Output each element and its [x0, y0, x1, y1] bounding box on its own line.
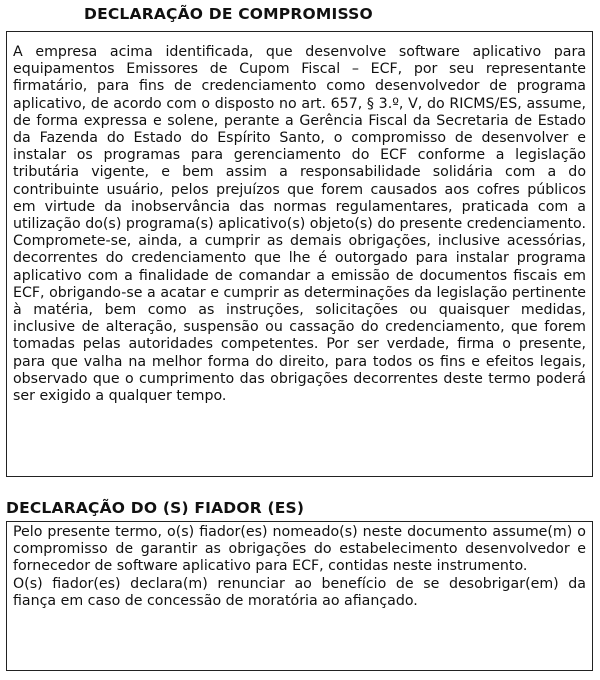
fiador-box [6, 521, 593, 671]
fiador-heading: DECLARAÇÃO DO (S) FIADOR (ES) [6, 499, 305, 517]
fiador-paragraph-2: O(s) fiador(es) declara(m) renunciar ao benefício de se desobrigar(em) da fiança em caso de concessão de moratória ao afiançado. [13, 575, 586, 609]
compromisso-heading: DECLARAÇÃO DE COMPROMISSO [84, 5, 373, 23]
compromisso-box [6, 31, 593, 477]
fiador-paragraph-1: Pelo presente termo, o(s) fiador(es) nomeado(s) neste documento assume(m) o compromisso de garantir as obrigações do estabelecimento desenvolvedor e fornecedor de software aplicativo para ECF, contidas neste instrumento. [13, 524, 586, 575]
compromisso-text: A empresa acima identificada, que desenvolve software aplicativo para equipamentos Emissores de Cupom Fiscal – ECF, por seu representante firmatário, para fins de credenciamento como desenvolvedor de programa aplicativo, de acordo com o disposto no art. 657, § 3.º, V, do RICMS/ES, assume, de forma expressa e solene, perante a Gerência Fiscal da Secretaria de Estado da Fazenda do Estado do Espírito Santo, o compromisso de desenvolver e instalar os programas para gerenciamento do ECF conforme a legislação tributária vigente, e bem assim a responsabilidade solidária com a do contribuinte usuário, pelos prejuízos que forem causados aos cofres públicos em virtude da inobservância das normas regulamentares, praticada com a utilização do(s) programa(s) aplicativo(s) objeto(s) do presente credenciamento. Compromete-se, ainda, a cumprir as demais obrigações, inclusive acessórias, decorrentes do credenciamento que lhe é outorgado para instalar programa aplicativo com a finalidade de comandar a emissão de documentos fiscais em ECF, obrigando-se a acatar e cumprir as determinações da legislação pertinente à matéria, bem como as instruções, solicitações ou quaisquer medidas, inclusive de alteração, suspensão ou cassação do credenciamento, que forem tomadas pelas autoridades competentes. Por ser verdade, firma o presente, para que valha na melhor forma do direito, para todos os fins e efeitos legais, observado que o cumprimento das obrigações decorrentes deste termo poderá ser exigido a qualquer tempo. [13, 44, 586, 405]
